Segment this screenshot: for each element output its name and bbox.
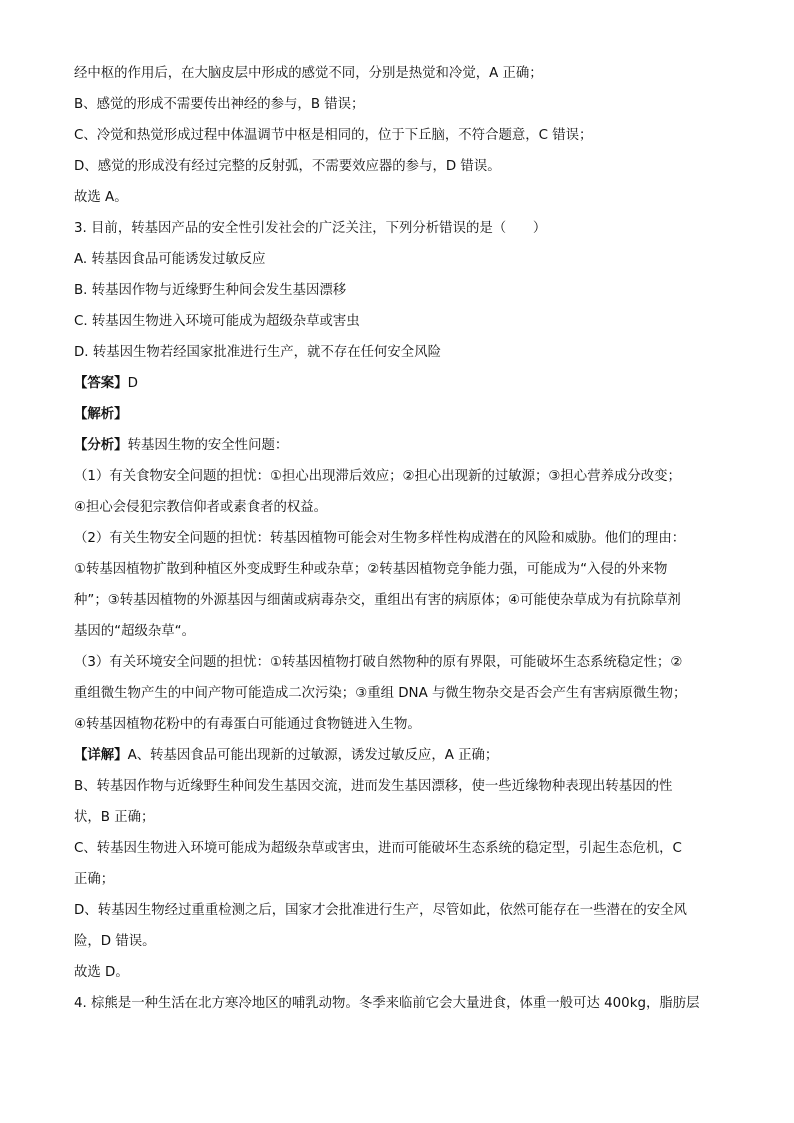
text-line: D、感觉的形成没有经过完整的反射弧，不需要效应器的参与，D 错误。 [74,159,501,174]
text-line: 经中枢的作用后，在大脑皮层中形成的感觉不同，分别是热觉和冷觉，A 正确； [74,66,543,81]
text-line: C、冷觉和热觉形成过程中体温调节中枢是相同的，位于下丘脑，不符合题意，C 错误； [74,128,593,143]
text-line: 重组微生物产生的中间产物可能造成二次污染；③重组 DNA 与微生物杂交是否会产生有害病原微生物； [74,686,687,701]
text-line: 正确； [74,872,115,887]
question-stem: 4. 棕熊是一种生活在北方寒冷地区的哺乳动物。冬季来临前它会大量进食，体重一般可达 400kg，脂肪层 [74,996,700,1011]
text-line: ④转基因植物花粉中的有毒蛋白可能通过食物链进入生物。 [74,717,421,732]
text-line: （3）有关环境安全问题的担忧：①转基因植物打破自然物种的原有界限，可能破坏生态系统稳定性；② [74,655,683,670]
document-page [74,58,724,1019]
text-line: 基因的“超级杂草“。 [74,624,195,639]
option-a: A. 转基因食品可能诱发过敏反应 [74,252,266,267]
option-c: C. 转基因生物进入环境可能成为超级杂草或害虫 [74,314,360,329]
answer-line [74,368,724,399]
text-line: D、转基因生物经过重重检测之后，国家才会批准进行生产，尽管如此，依然可能存在一些潜在的安全风 [74,903,687,918]
fenxi-tag: 【分析】 [74,438,128,453]
text-line: 故选 D。 [74,965,129,980]
text-line: ①转基因植物扩散到种植区外变成野生种或杂草；②转基因植物竞争能力强，可能成为“入侵的外来物 [74,562,668,577]
analysis-heading [74,399,724,430]
text-line: B、感觉的形成不需要传出神经的参与，B 错误； [74,97,365,112]
text-line: 故选 A。 [74,190,128,205]
fenxi-text: 转基因生物的安全性问题： [127,438,289,453]
xiangjie-line [74,740,724,771]
text-line: ④担心会侵犯宗教信仰者或素食者的权益。 [74,500,328,515]
xiangjie-tag: 【详解】 [74,748,128,763]
text-line: C、转基因生物进入环境可能成为超级杂草或害虫，进而可能破坏生态系统的稳定型，引起生态危机，C [74,841,682,856]
text-line: （2）有关生物安全问题的担忧：转基因植物可能会对生物多样性构成潜在的风险和威胁。他们的理由： [74,531,686,546]
option-b: B. 转基因作物与近缘野生种间会发生基因漂移 [74,283,347,298]
text-line: （1）有关食物安全问题的担忧：①担心出现滞后效应；②担心出现新的过敏源；③担心营养成分改变； [74,469,681,484]
question-stem: 3. 目前，转基因产品的安全性引发社会的广泛关注，下列分析错误的是（ ） [74,221,547,236]
fenxi-line [74,430,724,461]
option-d: D. 转基因生物若经国家批准进行生产，就不存在任何安全风险 [74,345,441,360]
text-line: 险，D 错误。 [74,934,156,949]
xiangjie-text: A、转基因食品可能出现新的过敏源，诱发过敏反应，A 正确； [127,748,499,763]
analysis-tag: 【解析】 [74,407,128,422]
text-line: B、转基因作物与近缘野生种间发生基因交流，进而发生基因漂移，使一些近缘物种表现出转基因的性 [74,779,673,794]
text-line: 种”；③转基因植物的外源基因与细菌或病毒杂交，重组出有害的病原体；④可能使杂草成为有抗除草剂 [74,593,681,608]
answer-value: D [127,376,138,391]
text-line: 状，B 正确； [74,810,155,825]
answer-tag: 【答案】 [74,376,128,391]
